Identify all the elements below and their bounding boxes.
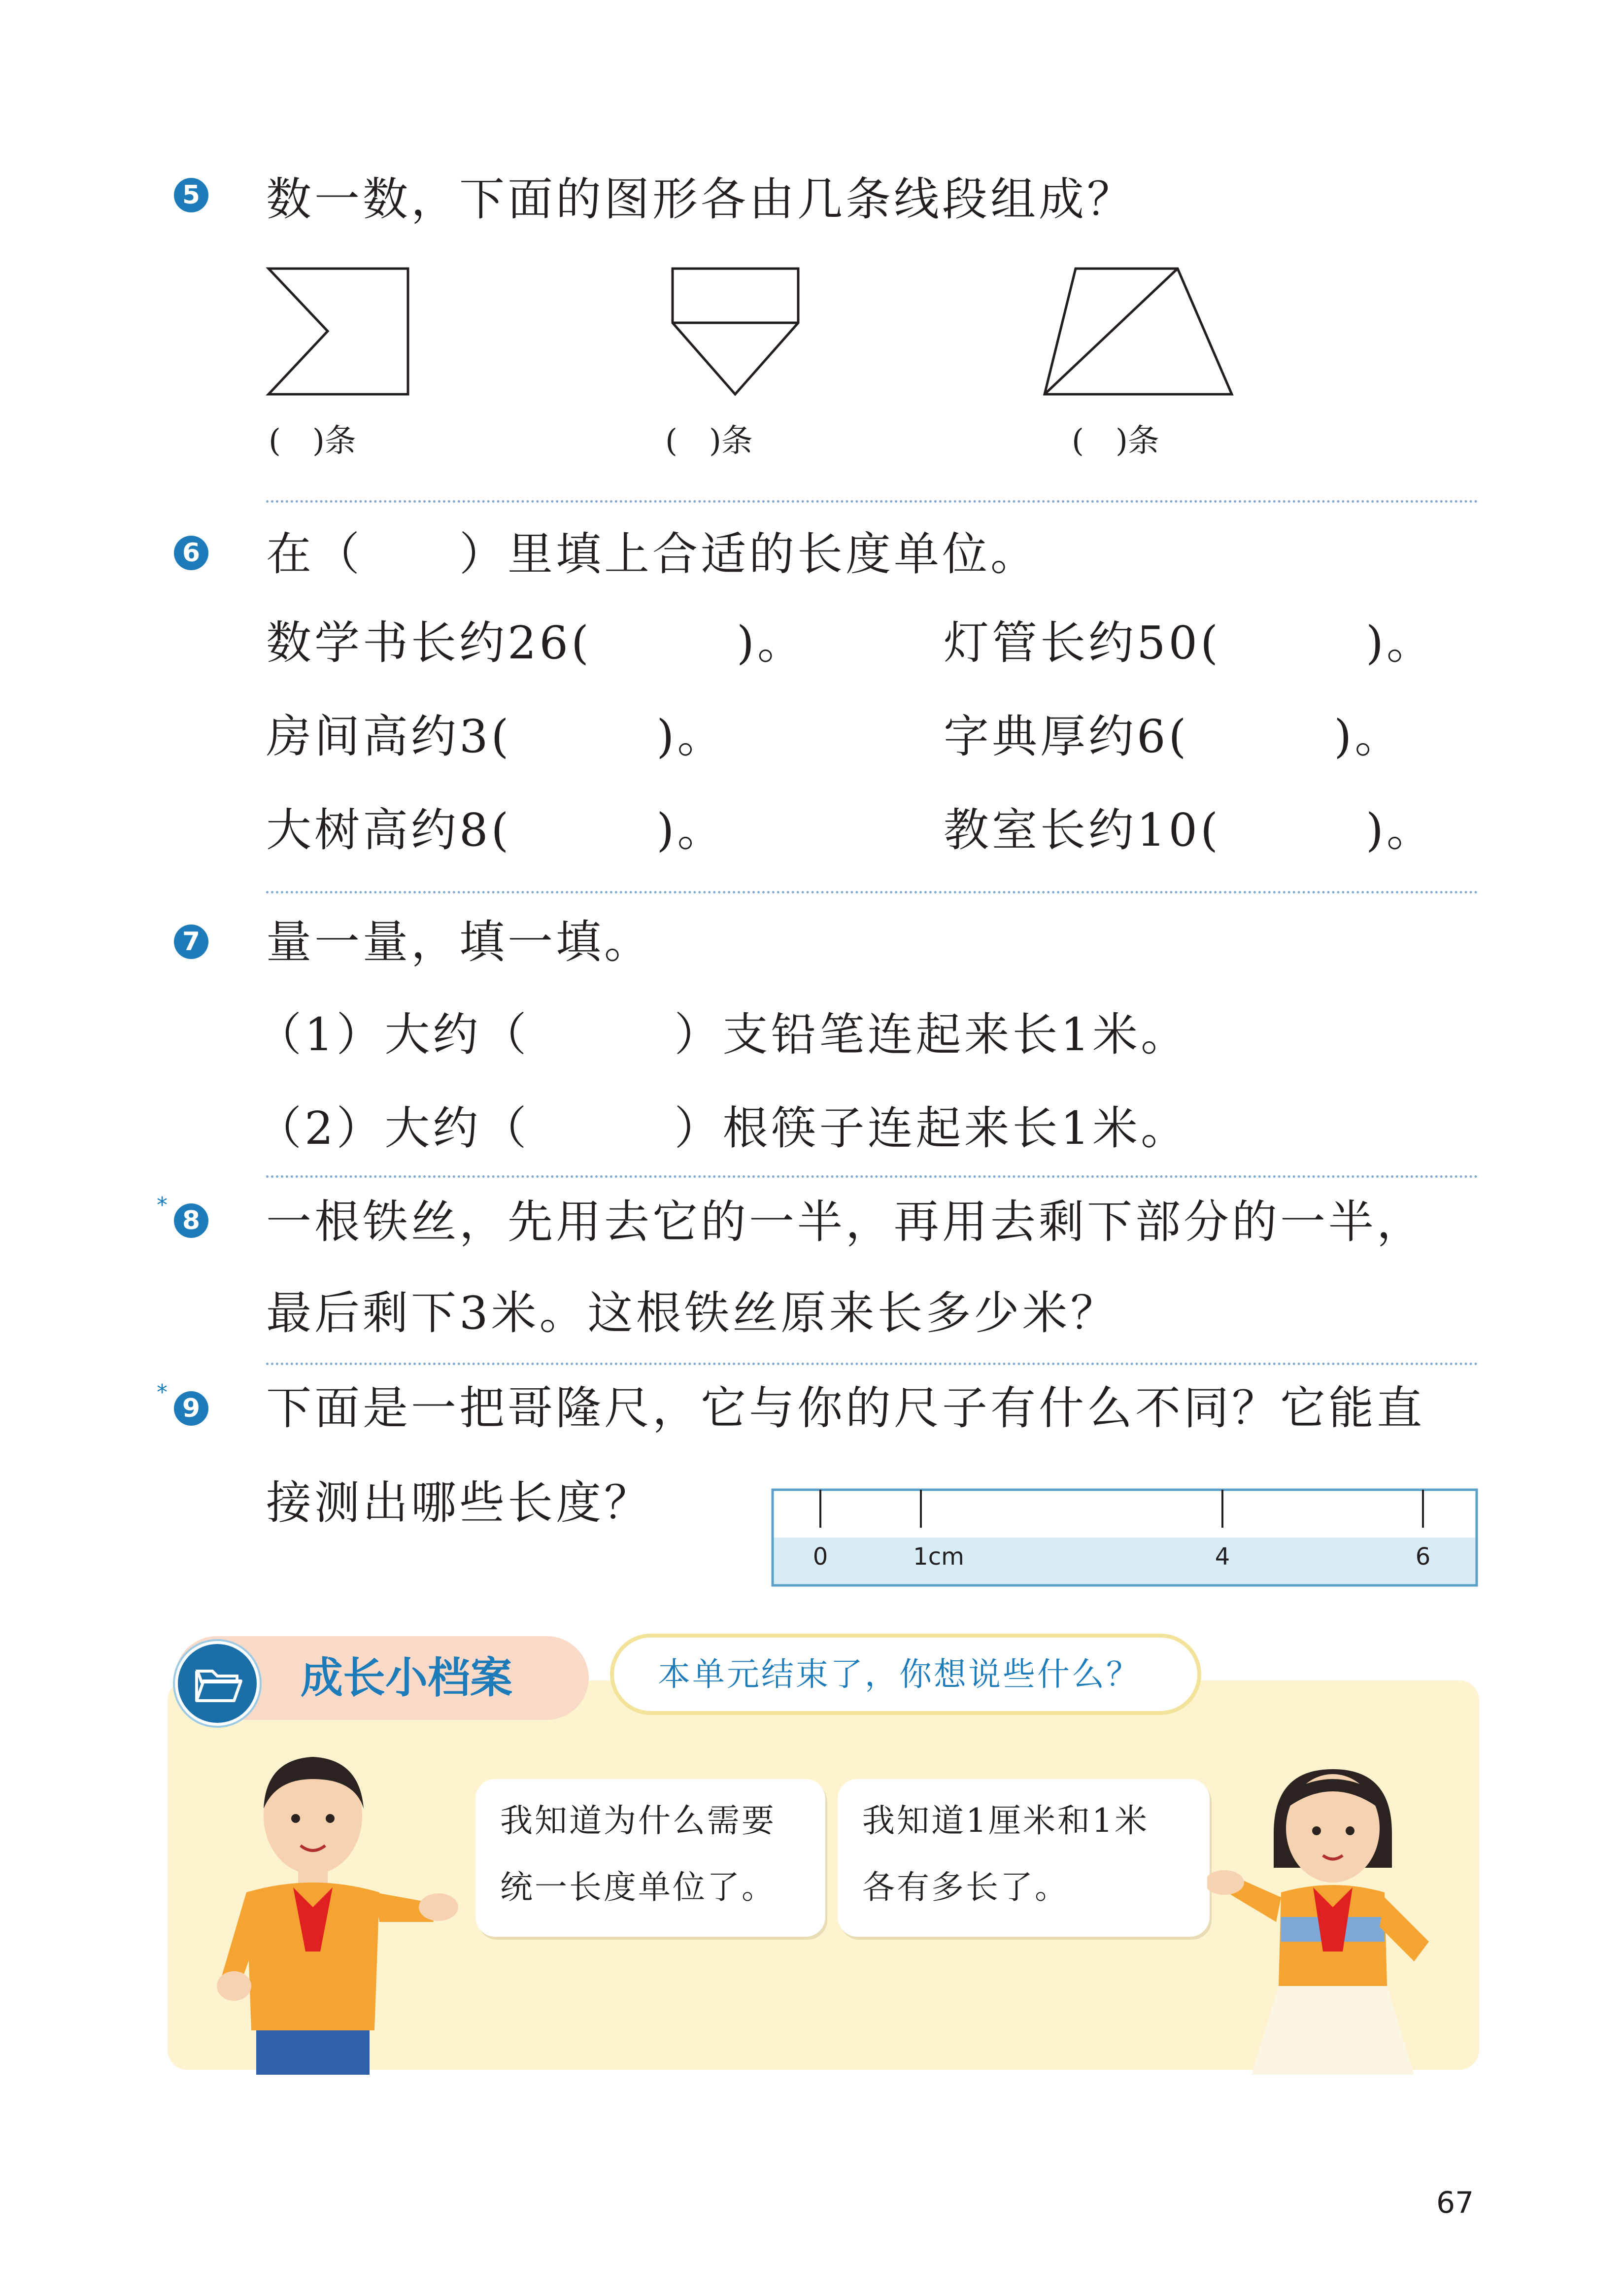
question-7-item: （1）大约（ ）支铅笔连起来长1米。 <box>256 1008 1189 1061</box>
question-number-7: 7 <box>174 925 208 959</box>
girl-illustration <box>1207 1754 1463 2075</box>
ruler-label-4: 4 <box>1215 1543 1230 1571</box>
question-number-9: 9 <box>174 1391 208 1426</box>
question-6-item: 大树高约8( )。 <box>266 804 726 856</box>
question-number-5: 5 <box>174 178 208 212</box>
ruler-label-6: 6 <box>1415 1543 1431 1571</box>
speech-bubble-right-line2: 各有多长了。 <box>862 1868 1069 1906</box>
speech-bubble-left-line2: 统一长度单位了。 <box>500 1868 776 1906</box>
question-number-8: 8 <box>174 1203 208 1238</box>
optional-star: * <box>157 1380 168 1405</box>
question-8-line2: 最后剩下3米。这根铁丝原来长多少米？ <box>266 1287 1119 1339</box>
question-6-item: 教室长约10( )。 <box>944 804 1435 856</box>
question-6-item: 数学书长约26( )。 <box>266 617 806 669</box>
divider <box>266 500 1478 503</box>
question-6-item: 房间高约3( )。 <box>266 710 726 763</box>
boy-illustration <box>212 1745 488 2075</box>
question-7-item: （2）大约（ ）根筷子连起来长1米。 <box>256 1102 1189 1155</box>
divider <box>266 1175 1478 1178</box>
question-8-line1: 一根铁丝，先用去它的一半，再用去剩下部分的一半， <box>266 1196 1425 1248</box>
answer-blank-1: ( )条 <box>269 423 356 459</box>
page-number: 67 <box>1436 2186 1474 2220</box>
ruler-label-0: 0 <box>812 1543 828 1571</box>
ruler-label-1cm: 1cm <box>913 1543 964 1571</box>
speech-bubble-right-line1: 我知道1厘米和1米 <box>862 1802 1149 1840</box>
question-6-text: 在（ ）里填上合适的长度单位。 <box>266 528 1039 581</box>
question-5-text: 数一数，下面的图形各由几条线段组成？ <box>266 173 1136 226</box>
archive-title: 成长小档案 <box>301 1653 512 1703</box>
question-7-text: 量一量，填一填。 <box>266 916 653 968</box>
figure-pentagon-arrow <box>673 269 798 394</box>
divider <box>266 891 1478 893</box>
question-9-line1: 下面是一把哥隆尺，它与你的尺子有什么不同？它能直 <box>266 1382 1425 1435</box>
question-9-line2: 接测出哪些长度？ <box>266 1476 653 1529</box>
question-number-6: 6 <box>174 536 208 570</box>
answer-blank-3: ( )条 <box>1072 423 1159 459</box>
figure-trapezoid <box>1045 269 1232 394</box>
optional-star: * <box>157 1193 168 1218</box>
folder-icon <box>175 1641 260 1726</box>
question-6-item: 灯管长约50( )。 <box>944 617 1435 669</box>
figure-trapezoid-diagonal <box>1045 269 1178 394</box>
answer-blank-2: ( )条 <box>665 423 753 459</box>
speech-bubble-left-line1: 我知道为什么需要 <box>500 1802 776 1840</box>
question-5-figures <box>0 0 1624 444</box>
archive-prompt: 本单元结束了，你想说些什么？ <box>658 1655 1141 1693</box>
golomb-ruler <box>771 1488 1478 1587</box>
question-6-item: 字典厚约6( )。 <box>944 710 1403 763</box>
figure-notched-rectangle <box>269 269 408 394</box>
divider <box>266 1363 1478 1365</box>
